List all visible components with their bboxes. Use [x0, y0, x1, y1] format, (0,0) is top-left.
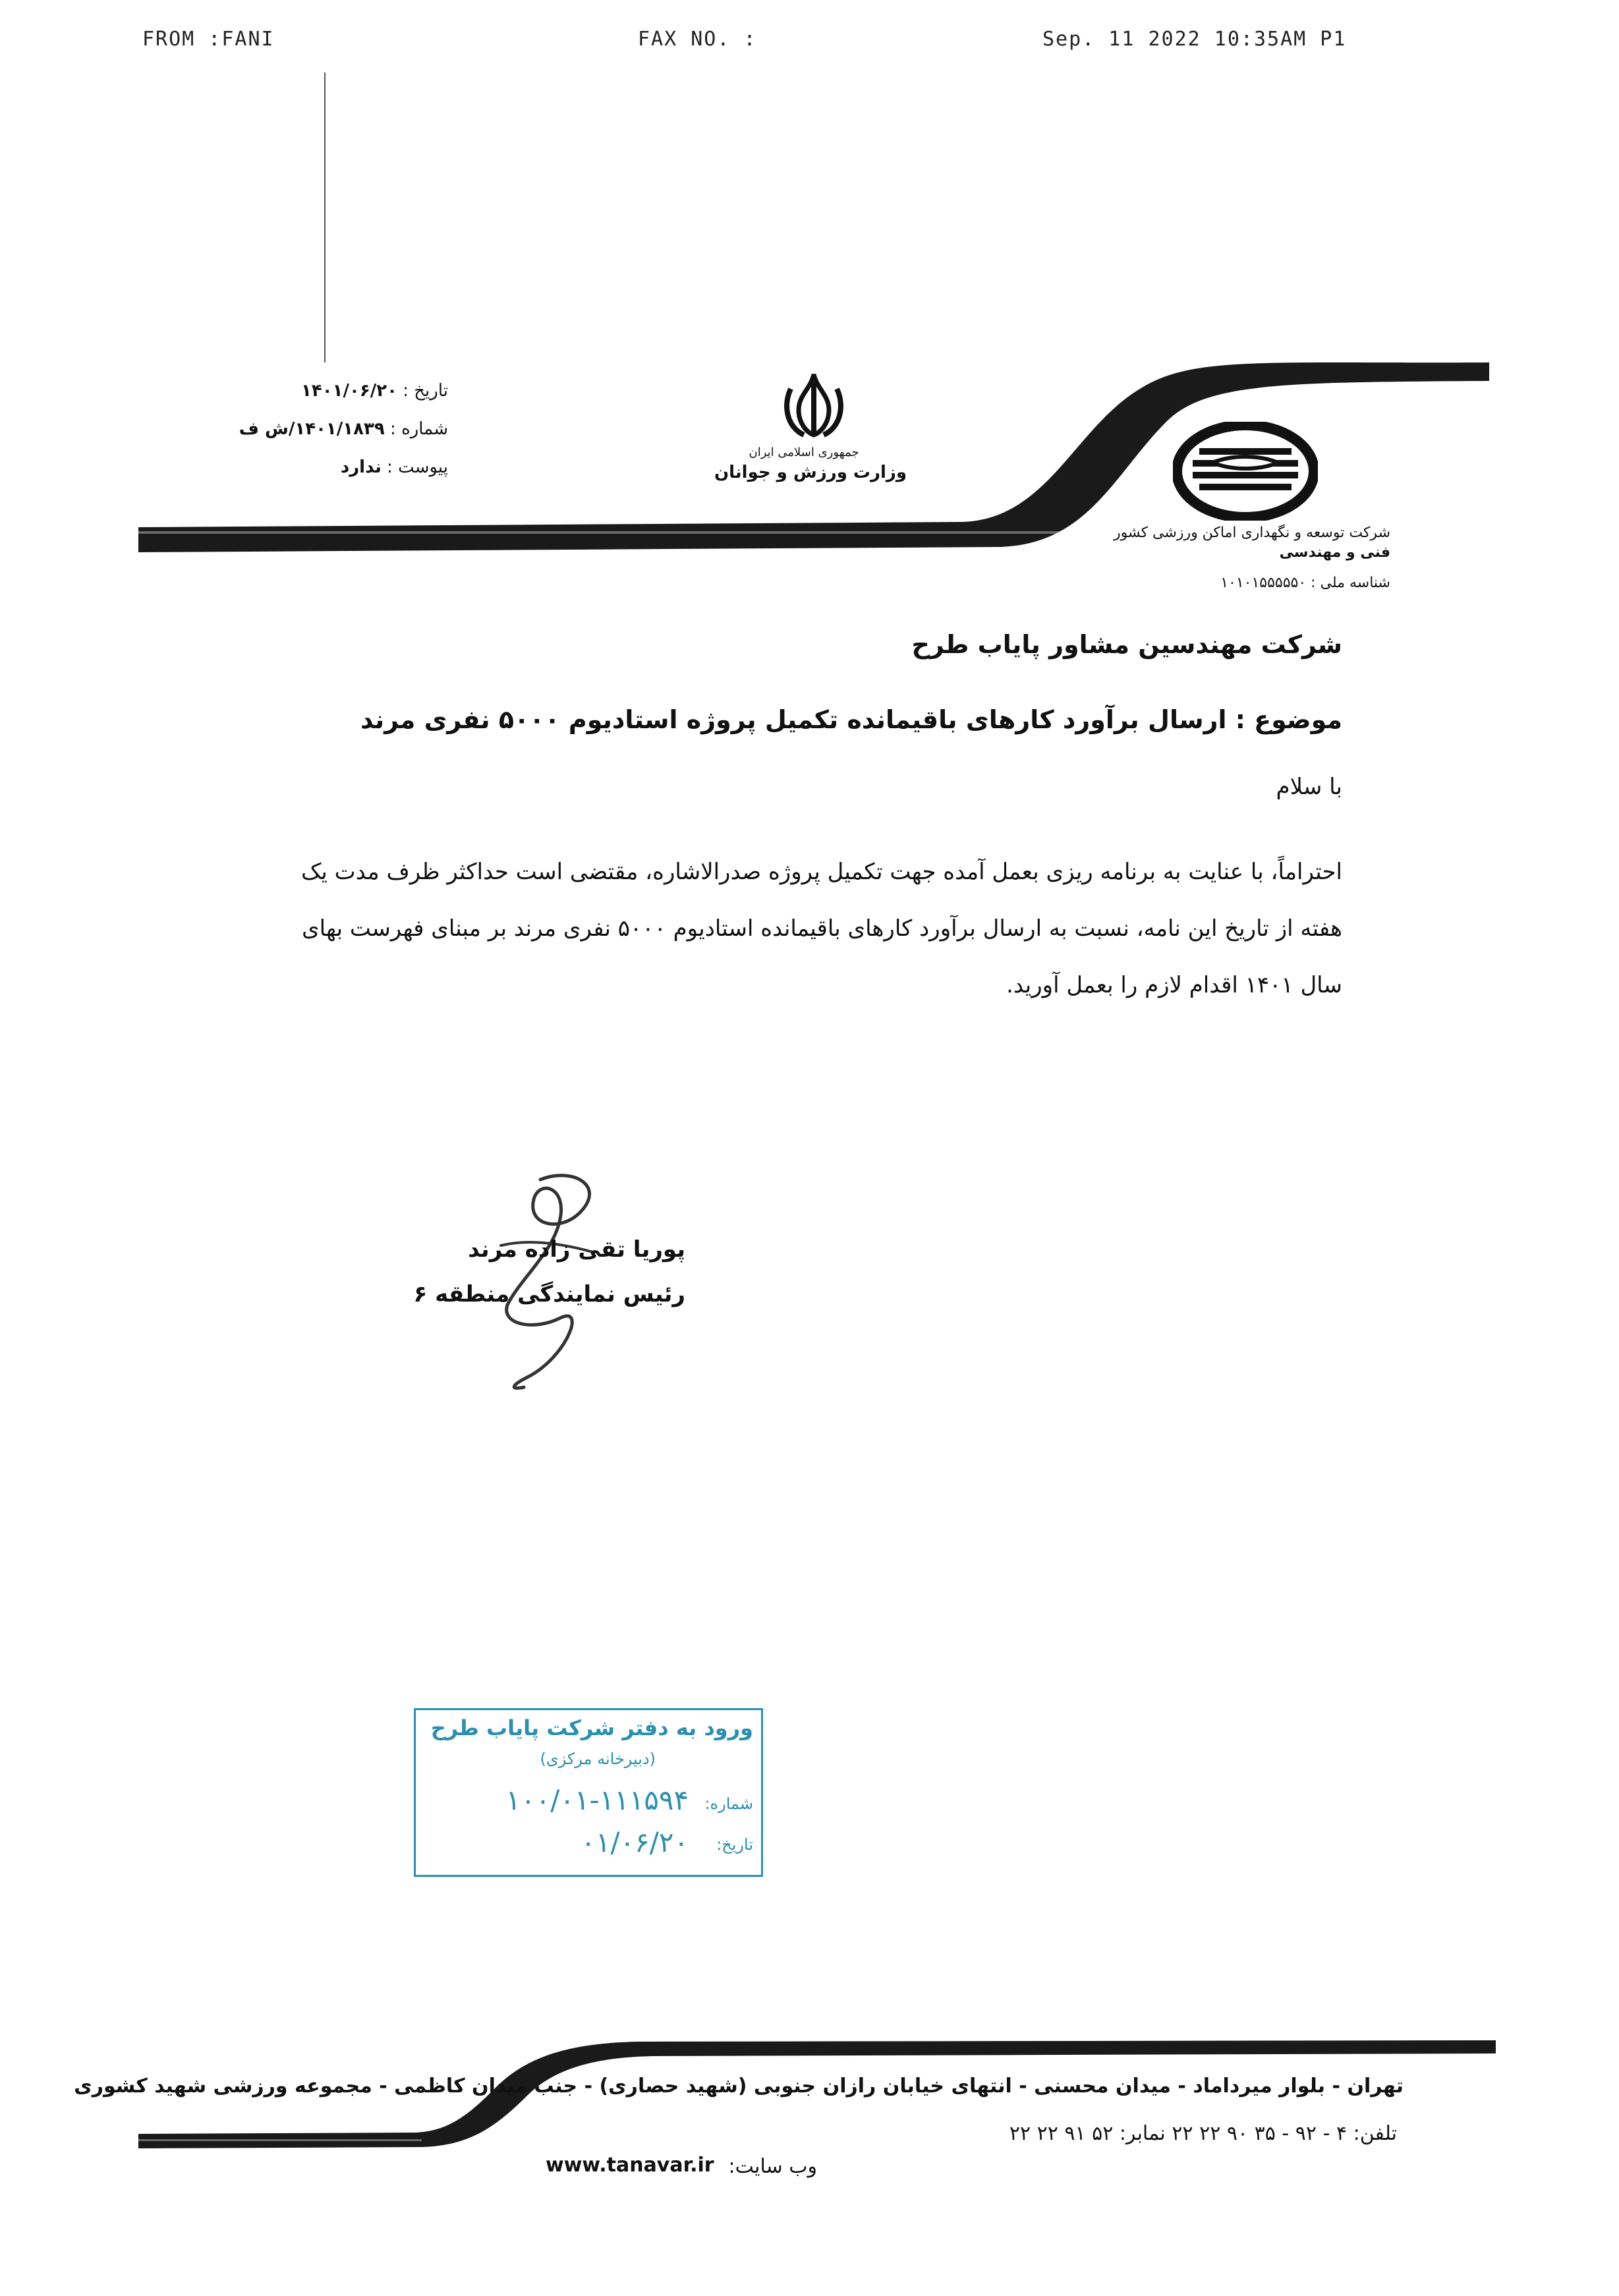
recipient: شرکت مهندسین مشاور پایاب طرح [911, 630, 1342, 659]
number-value: ۱۴۰۱/۱۸۳۹/ش ف [239, 419, 385, 439]
ministry-subtitle: جمهوری اسلامی ایران [749, 445, 859, 459]
company-department: فنی و مهندسی [1279, 544, 1390, 561]
footer-website-label: وب سایت: [728, 2155, 817, 2178]
stamp-date-value: ۰۱/۰۶/۲۰ [581, 1826, 689, 1858]
ministry-title: وزارت ورزش و جوانان [714, 463, 907, 482]
fax-number: FAX NO. : [638, 28, 757, 51]
footer-website[interactable]: www.tanavar.ir [546, 2154, 714, 2177]
footer-phone: تلفن: ۴ - ۹۲ - ۳۵ ۹۰ ۲۲ ۲۲ نمابر: ۵۲ ۹۱ ۲۲ ۲۲ [1009, 2122, 1397, 2145]
company-logo-icon [1173, 422, 1318, 521]
stamp-title: ورود به دفتر شرکت پایاب طرح [430, 1715, 753, 1740]
date-field [237, 381, 448, 401]
signer-name: پوریا تقی زاده مرند [468, 1236, 685, 1263]
stamp-date-label: تاریخ: [716, 1835, 753, 1854]
footer-address: تهران - بلوار میرداماد - میدان محسنی - انتهای خیابان رازان جنوبی (شهید حصاری) - جنب میدان کاظمی - مجموعه ورزشی شهید کشوری [74, 2075, 1404, 2098]
number-label: شماره : [390, 419, 448, 439]
iran-emblem-icon [778, 369, 850, 442]
fax-from: FROM :FANI [142, 28, 275, 51]
signer-title: رئیس نمایندگی منطقه ۶ [413, 1281, 685, 1307]
received-stamp [414, 1708, 763, 1877]
stamp-number-label: شماره: [704, 1794, 753, 1813]
date-value: ۱۴۰۱/۰۶/۲۰ [301, 381, 397, 401]
company-name: شرکت توسعه و نگهداری اماکن ورزشی کشور [1113, 525, 1390, 541]
greeting: با سلام [1276, 774, 1342, 800]
fax-datetime: Sep. 11 2022 10:35AM P1 [1042, 28, 1347, 51]
number-field [198, 419, 448, 439]
subject-line: موضوع : ارسال برآورد کارهای باقیمانده تکمیل پروژه استادیوم ۵۰۰۰ نفری مرند [360, 705, 1342, 734]
attachment-label: پیوست : [387, 457, 448, 477]
fax-edge-line [324, 72, 326, 362]
stamp-subtitle: (دبیرخانه مرکزی) [540, 1750, 656, 1768]
stamp-number-value: ۱۰۰/۰۱-۱۱۱۵۹۴ [505, 1784, 689, 1816]
attachment-field [237, 457, 448, 477]
attachment-value: ندارد [340, 457, 382, 477]
date-label: تاریخ : [403, 381, 448, 401]
letter-body: احتراماً، با عنایت به برنامه ریزی بعمل آمده جهت تکمیل پروژه صدرالاشاره، مقتضی است حداکثر ظرف مدت یک هفته از تاریخ این نامه، نسبت به ارسال برآورد کارهای باقیمانده استادیوم ۵۰۰۰ نفری مرند بر مبنای فهرست بهای سال ۱۴۰۱ اقدام لازم را بعمل آورید. [300, 859, 1342, 998]
national-id: شناسه ملی : ۱۰۱۰۱۵۵۵۵۵۰ [1220, 575, 1390, 591]
